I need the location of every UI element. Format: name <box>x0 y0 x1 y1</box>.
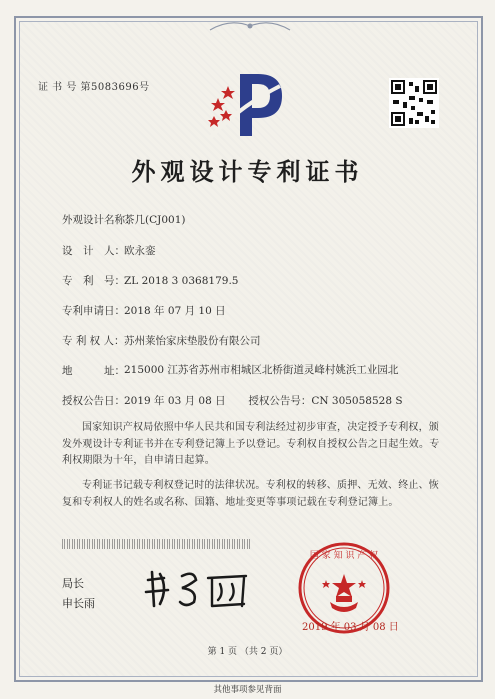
director-title: 局长 <box>62 577 84 590</box>
grant-date-value: 2019 年 03 月 08 日 <box>124 395 226 407</box>
field-patentee <box>62 333 261 348</box>
design-name-label: 外观设计名称： <box>62 214 136 226</box>
barcode-strip <box>62 539 252 549</box>
designer-value: 欧永銮 <box>124 245 156 257</box>
statement-paragraph-2: 专利证书记载专利权登记时的法律状况。专利权的转移、质押、无效、终止、恢复和专利权人的姓名或名称、国籍、地址变更等事项记载在专利登记簿上。 <box>62 480 439 508</box>
footer-note: 其他事项参见背面 <box>213 685 282 695</box>
field-grant-date <box>62 393 403 408</box>
patent-office-logo-icon <box>200 66 300 146</box>
field-designer <box>62 243 156 258</box>
address-label: 地 址： <box>62 365 125 377</box>
director-signature-icon <box>142 566 252 612</box>
patent-number-value: ZL 2018 3 0368179.5 <box>124 275 239 287</box>
grant-date-label: 授权公告日： <box>62 395 125 407</box>
filing-date-label: 专利申请日： <box>62 305 125 317</box>
patentee-value: 苏州莱怡家床垫股份有限公司 <box>124 335 261 347</box>
svg-text:国 家 知 识 产 权: 国 家 知 识 产 权 <box>309 551 379 561</box>
statement-paragraph-1: 国家知识产权局依照中华人民共和国专利法经过初步审查，决定授予专利权，颁发外观设计专利证书并在专利登记簿上予以登记。专利权自授权公告之日起生效。专利权期限为十年，自申请日起算。 <box>62 422 440 466</box>
patentee-label: 专 利 权 人： <box>62 335 125 347</box>
filing-date-value: 2018 年 07 月 10 日 <box>124 305 226 317</box>
page-number: 第 1 页 （共 2 页） <box>207 647 288 657</box>
designer-label: 设 计 人： <box>62 245 125 257</box>
certificate-title: 外观设计专利证书 <box>131 157 364 186</box>
seal-date: 2019 年 03 月 08 日 <box>302 622 399 633</box>
director-name: 申长雨 <box>62 597 95 610</box>
design-name-value: 茶几(CJ001) <box>124 214 186 226</box>
address-value: 215000 江苏省苏州市相城区北桥街道灵峰村姚浜工业园北 <box>124 364 399 376</box>
grant-number-label: 授权公告号： <box>248 395 312 407</box>
field-patent-number <box>62 273 238 288</box>
field-address <box>62 363 404 378</box>
grant-number-value: CN 305058528 S <box>311 395 403 407</box>
field-design-name <box>62 212 185 227</box>
qr-code-icon <box>389 78 439 128</box>
certificate-number: 证 书 号 第5083696号 <box>38 82 150 93</box>
patent-number-label: 专 利 号： <box>62 275 125 287</box>
top-ornament-icon <box>200 18 300 34</box>
field-filing-date <box>62 303 226 318</box>
